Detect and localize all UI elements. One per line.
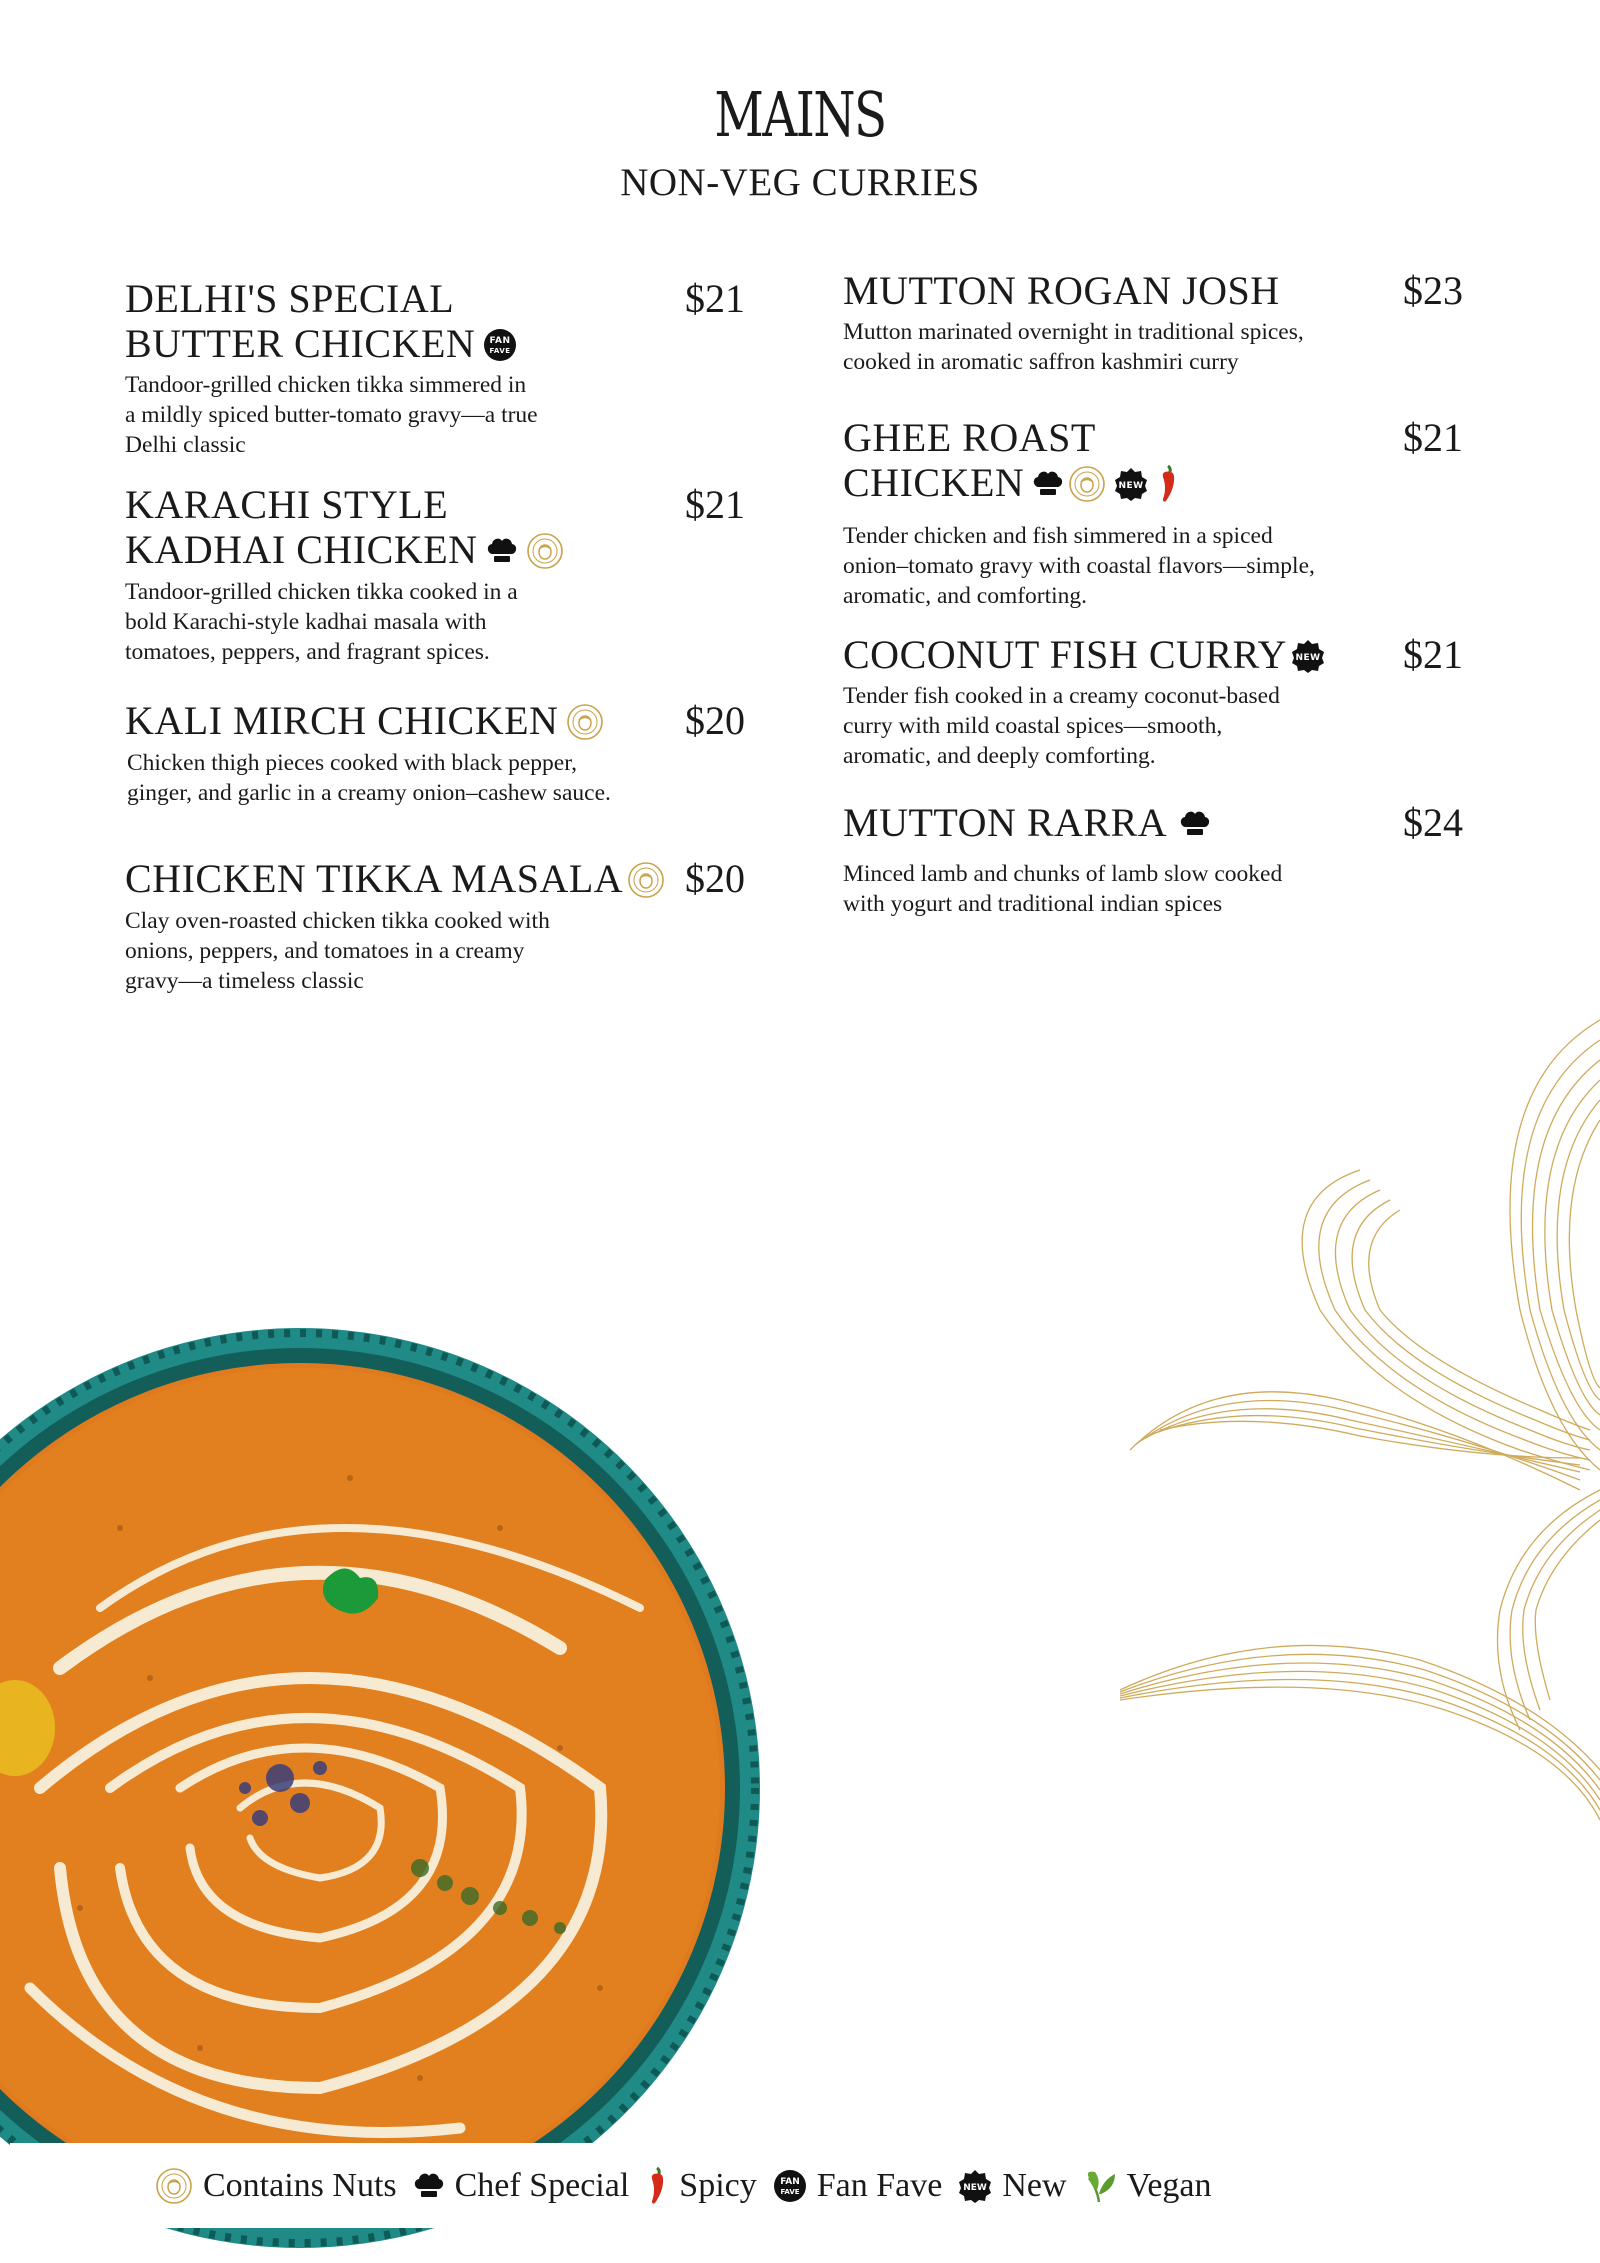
item-description: Tender chicken and fish simmered in a spiced onion–tomato gravy with coastal flavors—simple, aromatic, and comforting. [843,522,1315,609]
chef-hat-icon [1179,809,1211,839]
chili-icon [645,2166,669,2206]
item-name-line: DELHI'S SPECIAL [125,276,455,321]
item-price: $20 [685,856,745,901]
menu-item-ghee-roast-chicken [843,415,1463,611]
menu-item-coconut-fish-curry [843,632,1463,771]
item-name-line: GHEE ROAST [843,415,1096,460]
item-description: Tandoor-grilled chicken tikka cooked in a bold Karachi-style kadhai masala with tomatoes, peppers, and fragrant spices. [125,578,518,665]
item-price: $21 [1403,415,1463,460]
item-description: Mutton marinated overnight in traditional spices, cooked in aromatic saffron kashmiri curry [843,319,1304,375]
new-icon [1114,467,1148,501]
nut-icon [627,861,665,899]
menu-item-mutton-rogan-josh [843,268,1463,377]
item-price: $24 [1403,800,1463,845]
legend-item-spicy [645,2166,756,2206]
item-description: Chicken thigh pieces cooked with black pepper, ginger, and garlic in a creamy onion–cashew sauce. [127,749,611,806]
menu-item-mutton-rarra [843,800,1463,919]
svg-text:FAN: FAN [489,335,511,346]
item-price: $23 [1403,268,1463,313]
legend-label: Chef Special [454,2166,630,2204]
item-name-line: MUTTON ROGAN JOSH [843,268,1280,313]
chili-icon [1156,464,1180,504]
chef-hat-icon [1032,469,1064,499]
menu-item-kali-mirch-chicken [125,698,745,808]
legend-item-new [958,2167,1066,2205]
legend-item-contains-nuts [155,2167,397,2205]
item-description: Minced lamb and chunks of lamb slow cooked with yogurt and traditional indian spices [843,861,1283,917]
svg-text:NEW: NEW [1118,480,1144,491]
curry-bowl-image [0,1228,760,2263]
svg-text:NEW: NEW [963,2182,988,2193]
page-title: MAINS [714,78,886,151]
new-icon [958,2169,992,2203]
legend-label: Fan Fave [816,2166,943,2204]
legend-label: New [1002,2166,1067,2204]
item-name-line: KARACHI STYLE [125,482,449,527]
item-name-line: BUTTER CHICKEN [125,321,476,366]
legend-item-vegan [1083,2167,1212,2205]
menu-item-butter-chicken [125,276,745,460]
nut-icon [1068,465,1106,503]
item-name-line: COCONUT FISH CURRY [843,632,1287,677]
item-price: $21 [685,482,745,527]
new-icon [1291,639,1325,673]
icon-legend [10,2143,1260,2228]
nut-icon [155,2167,193,2205]
gold-lily-illustration [1120,1010,1600,1910]
item-name-line: KALI MIRCH CHICKEN [125,698,559,743]
item-price: $21 [1403,632,1463,677]
page-subtitle: NON-VEG CURRIES [620,161,980,204]
nut-icon [566,703,604,741]
item-name-line: CHICKEN [843,460,1025,505]
nut-icon [526,532,564,570]
item-price: $21 [685,276,745,321]
chef-hat-icon [413,2171,445,2201]
item-price: $20 [685,698,745,743]
svg-text:FAVE: FAVE [780,2187,800,2196]
legend-label: Vegan [1126,2166,1212,2204]
fan-fave-icon [483,328,517,362]
legend-label: Contains Nuts [203,2166,397,2204]
chef-hat-icon [486,536,518,566]
legend-label: Spicy [679,2166,757,2204]
svg-text:FAVE: FAVE [489,346,511,355]
menu-item-chicken-tikka-masala [125,856,745,996]
item-description: Tender fish cooked in a creamy coconut-based curry with mild coastal spices—smooth, aromatic, and deeply comforting. [843,683,1280,769]
legend-item-chef-special [413,2167,630,2205]
leaf-icon [1083,2168,1117,2204]
fan-fave-icon [773,2169,807,2203]
item-description: Tandoor-grilled chicken tikka simmered in a mildly spiced butter-tomato gravy—a true Delhi classic [125,372,538,458]
item-name-line: MUTTON RARRA [843,800,1168,845]
legend-item-fan-fave [773,2167,943,2205]
item-description: Clay oven-roasted chicken tikka cooked with onions, peppers, and tomatoes in a creamy gravy—a timeless classic [125,907,550,994]
item-name-line: KADHAI CHICKEN [125,527,478,572]
svg-text:FAN: FAN [779,2176,800,2187]
svg-text:NEW: NEW [1295,652,1321,663]
menu-item-kadhai-chicken [125,482,745,667]
item-name-line: CHICKEN TIKKA MASALA [125,856,624,901]
